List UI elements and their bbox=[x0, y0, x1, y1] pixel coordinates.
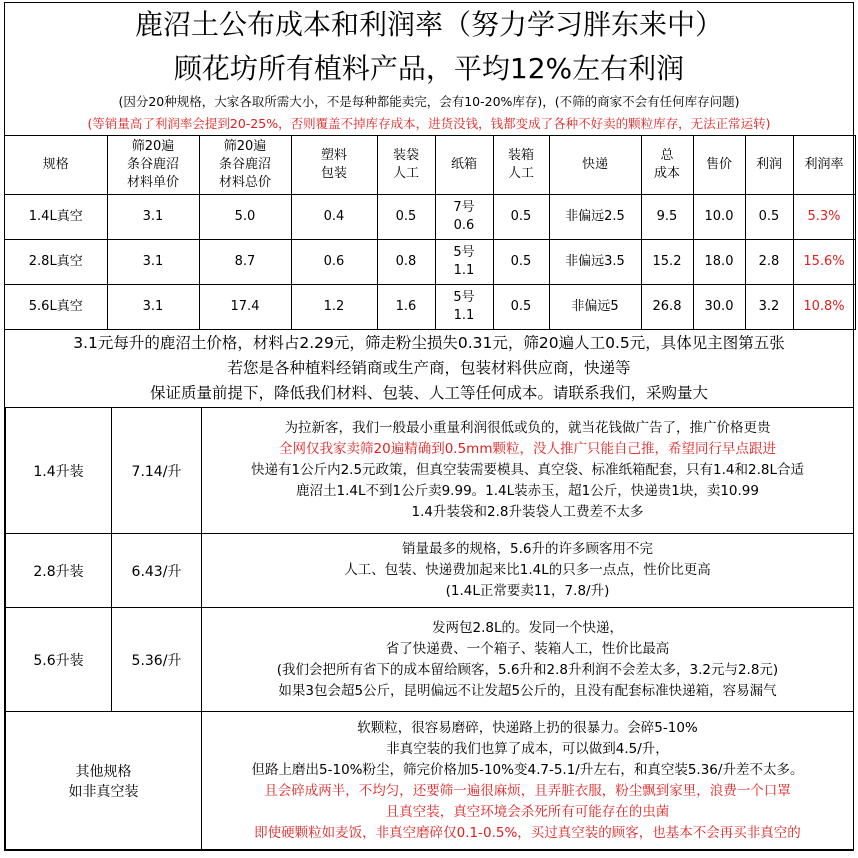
header-cell: 快递 bbox=[549, 136, 641, 195]
explanation-line: 若您是各种植料经销商或生产商，包装材料供应商，快递等 bbox=[227, 359, 631, 377]
description-line: 软颗粒，很容易磨碎，快递路上扔的很暴力。会碎5-10% bbox=[357, 719, 698, 736]
margin-cell: 10.8% bbox=[793, 285, 855, 330]
description-line: (我们会把所有省下的成本留给顾客，5.6升和2.8升利润不会差太多，3.2元与2.8元) bbox=[276, 661, 779, 678]
description-line: 发两包2.8L的。发同一个快递， bbox=[432, 619, 623, 636]
inventory-note: (因分20种规格，大家各取所需大小，不是每种都能卖完，会有10-20%库存)，(不筛的商家不会有任何库存问题) bbox=[118, 94, 740, 109]
box-labor-cell: 0.5 bbox=[493, 195, 549, 240]
profit-cell: 0.5 bbox=[745, 195, 793, 240]
box-cell: 5号 1.1 bbox=[435, 285, 493, 330]
total-cost-cell: 26.8 bbox=[641, 285, 693, 330]
spec-description bbox=[202, 712, 854, 850]
description-line: 销量最多的规格，5.6升的许多顾客用不完 bbox=[402, 541, 653, 557]
spec-cell: 5.6L真空 bbox=[5, 285, 107, 330]
header-cell: 利润率 bbox=[793, 136, 855, 195]
sale-price-cell: 10.0 bbox=[693, 195, 745, 240]
page-subtitle: 顾花坊所有植料产品，平均12%左右利润 bbox=[173, 52, 685, 85]
description-line: 全网仅我家卖筛20遍精确到0.5mm颗粒，没人推广只能自己推，希望同行早点跟进 bbox=[279, 441, 776, 457]
sale-price-cell: 18.0 bbox=[693, 240, 745, 285]
spec-cell: 1.4L真空 bbox=[5, 195, 107, 240]
description-line: 鹿沼土1.4L不到1公斤卖9.99。1.4L装赤玉，超1公斤，快递贵1块，卖10.99 bbox=[296, 483, 759, 499]
explanation-line: 保证质量前提下，降低我们材料、包装、人工等任何成本。请联系我们，采购量大 bbox=[149, 384, 708, 402]
margin-cell: 5.3% bbox=[793, 195, 855, 240]
unit-price-cell: 3.1 bbox=[107, 240, 199, 285]
spec-unit-price: 6.43/升 bbox=[112, 534, 202, 608]
box-cell: 7号 0.6 bbox=[435, 195, 493, 240]
box-labor-cell: 0.5 bbox=[493, 240, 549, 285]
spec-comparison-table bbox=[5, 407, 854, 850]
material-total-cell: 17.4 bbox=[199, 285, 291, 330]
header-cell: 总 成本 bbox=[641, 136, 693, 195]
spec-unit-price: 7.14/升 bbox=[112, 408, 202, 534]
description-line: 即使硬颗粒如麦饭，非真空磨碎仅0.1-0.5%，买过真空装的顾客，也基本不会再买非真空的 bbox=[254, 824, 801, 841]
spec-label: 1.4升装 bbox=[6, 408, 112, 534]
description-line: 1.4升装袋和2.8升装袋人工费差不太多 bbox=[411, 504, 644, 520]
profit-cell: 3.2 bbox=[745, 285, 793, 330]
explanation-line: 3.1元每升的鹿沼土价格，材料占2.29元，筛走粉尘损失0.31元，筛20遍人工0.5元，具体见主图第五张 bbox=[73, 334, 785, 352]
plastic-cell: 1.2 bbox=[291, 285, 377, 330]
bag-labor-cell: 1.6 bbox=[377, 285, 435, 330]
table-row bbox=[5, 240, 855, 285]
header-cell: 售价 bbox=[693, 136, 745, 195]
spec-description bbox=[202, 608, 854, 712]
header-cell: 规格 bbox=[5, 136, 107, 195]
material-total-cell: 5.0 bbox=[199, 195, 291, 240]
header-cell: 装袋 人工 bbox=[377, 136, 435, 195]
header-cell: 装箱 人工 bbox=[493, 136, 549, 195]
express-cell: 非偏远2.5 bbox=[549, 195, 641, 240]
page-title: 鹿沼土公布成本和利润率（努力学习胖东来中） bbox=[134, 8, 723, 41]
plastic-cell: 0.6 bbox=[291, 240, 377, 285]
sale-price-cell: 30.0 bbox=[693, 285, 745, 330]
box-labor-cell: 0.5 bbox=[493, 285, 549, 330]
margin-cell: 15.6% bbox=[793, 240, 855, 285]
material-total-cell: 8.7 bbox=[199, 240, 291, 285]
bag-labor-cell: 0.8 bbox=[377, 240, 435, 285]
table-row bbox=[5, 285, 855, 330]
spec-row bbox=[6, 408, 854, 534]
price-explanation bbox=[5, 330, 853, 407]
spec-label: 2.8升装 bbox=[6, 534, 112, 608]
spec-label: 其他规格 如非真空装 bbox=[6, 712, 202, 850]
description-line: 如果3包会超5公斤，昆明偏远不让发超5公斤的，且没有配套标准快递箱，容易漏气 bbox=[278, 682, 777, 699]
description-line: 且真空装，真空环境会杀死所有可能存在的虫菌 bbox=[385, 803, 670, 820]
spec-row bbox=[6, 608, 854, 712]
header-cell: 纸箱 bbox=[435, 136, 493, 195]
description-line: 快递有1公斤内2.5元政策，但真空装需要模具、真空袋、标准纸箱配套，只有1.4和2.8L合适 bbox=[250, 462, 805, 478]
description-line: 为拉新客，我们一般最小重量利润很低或负的，就当花钱做广告了，推广价格更贵 bbox=[284, 420, 771, 436]
express-cell: 非偏远3.5 bbox=[549, 240, 641, 285]
margin-warning-note: (等销量高了利润率会提到20-25%，否则覆盖不掉库存成本，进货没钱，钱都变成了各种不好卖的颗粒库存，无法正常运转) bbox=[87, 116, 771, 131]
table-row bbox=[5, 195, 855, 240]
spec-description bbox=[202, 534, 854, 608]
bag-labor-cell: 0.5 bbox=[377, 195, 435, 240]
header-cell: 塑料 包装 bbox=[291, 136, 377, 195]
description-line: 省了快递费、一个箱子、装箱人工，性价比最高 bbox=[385, 640, 670, 657]
header-cell: 利润 bbox=[745, 136, 793, 195]
spec-row bbox=[6, 712, 854, 850]
plastic-cell: 0.4 bbox=[291, 195, 377, 240]
description-line: 非真空装的我们也算了成本，可以做到4.5/升， bbox=[386, 740, 669, 757]
spec-cell: 2.8L真空 bbox=[5, 240, 107, 285]
unit-price-cell: 3.1 bbox=[107, 285, 199, 330]
cost-sheet bbox=[4, 2, 854, 851]
description-line: 但路上磨出5-10%粉尘，筛完价格加5-10%变4.7-5.1/升左右，和真空装5.36/升差不太多。 bbox=[251, 761, 804, 778]
description-line: 人工、包装、快递费加起来比1.4L的只多一点点，性价比更高 bbox=[344, 562, 711, 578]
total-cost-cell: 9.5 bbox=[641, 195, 693, 240]
profit-cell: 2.8 bbox=[745, 240, 793, 285]
spec-row bbox=[6, 534, 854, 608]
box-cell: 5号 1.1 bbox=[435, 240, 493, 285]
header-cell: 筛20遍 条谷鹿沼 材料总价 bbox=[199, 136, 291, 195]
description-line: (1.4L正常要卖11，7.8/升) bbox=[445, 583, 610, 599]
unit-price-cell: 3.1 bbox=[107, 195, 199, 240]
header-cell: 筛20遍 条谷鹿沼 材料单价 bbox=[107, 136, 199, 195]
express-cell: 非偏远5 bbox=[549, 285, 641, 330]
cost-table bbox=[5, 135, 856, 330]
spec-label: 5.6升装 bbox=[6, 608, 112, 712]
description-line: 且会碎成两半，不均匀，还要筛一遍很麻烦，且弄脏衣服，粉尘飘到家里，浪费一个口罩 bbox=[264, 782, 791, 799]
spec-unit-price: 5.36/升 bbox=[112, 608, 202, 712]
cost-table-header bbox=[5, 136, 855, 195]
total-cost-cell: 15.2 bbox=[641, 240, 693, 285]
spec-description bbox=[202, 408, 854, 534]
